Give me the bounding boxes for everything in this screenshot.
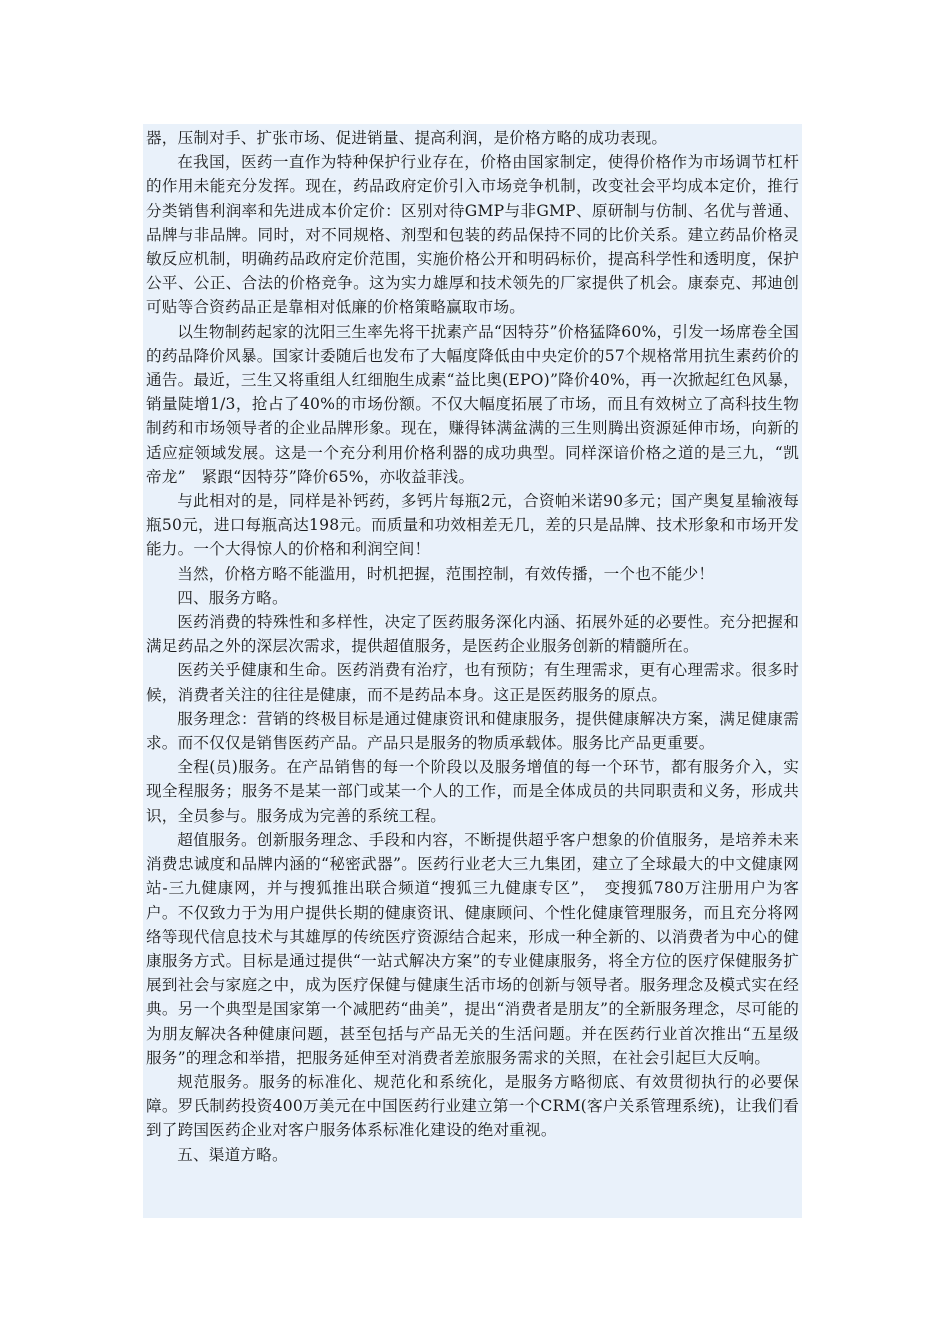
paragraph-11: 超值服务。创新服务理念、手段和内容，不断提供超乎客户想象的价值服务，是培养未来消费忠诚度和品牌内涵的“秘密武器”。医药行业老大三九集团，建立了全球最大的中文健康网站-三九健康网，并与搜狐推出联合频道“搜狐三九健康专区”， 变搜狐780万注册用户为客户。不仅致力于为用户提供长期的健康资讯、健康顾问、个性化健康管理服务，而且充分将网络等现代信息技术与其雄厚的传统医疗资源结合起来，形成一种全新的、以消费者为中心的健康服务方式。目标是通过提供“一站式解决方案”的专业健康服务，将全方位的医疗保健服务扩展到社会与家庭之中，成为医疗保健与健康生活市场的创新与领导者。服务理念及模式实在经典。另一个典型是国家第一个减肥药“曲美”，提出“消费者是朋友”的全新服务理念，尽可能的为朋友解决各种健康问题，甚至包括与产品无关的生活问题。并在医药行业首次推出“五星级服务”的理念和举措，把服务延伸至对消费者差旅服务需求的关照，在社会引起巨大反响。 [146,830,799,1067]
section-heading-channel: 五、渠道方略。 [177,1145,288,1164]
paragraph-3: 以生物制药起家的沈阳三生率先将干扰素产品“因特芬”价格猛降60%，引发一场席卷全国的药品降价风暴。国家计委随后也发布了大幅度降低由中央定价的57个规格常用抗生素药价的通告。最近，三生又将重组人红细胞生成素“益比奥(EPO)”降价40%，再一次掀起红色风暴，销量陡增1/3，抢占了40%的市场份额。不仅大幅度拓展了市场，而且有效树立了高科技生物制药和市场领导者的企业品牌形象。现在，赚得钵满盆满的三生则腾出资源延伸市场，向新的适应症领域发展。这是一个充分利用价格利器的成功典型。同样深谙价格之道的是三九，“凯帝龙” 紧跟“因特芬”降价65%，亦收益菲浅。 [146,322,799,486]
document-text-block [143,124,802,1218]
paragraph-4: 与此相对的是，同样是补钙药，多钙片每瓶2元，合资帕米诺90多元；国产奥复星输液每瓶50元，进口每瓶高达198元。而质量和功效相差无几，差的只是品牌、技术形象和市场开发能力。一个大得惊人的价格和利润空间！ [146,492,799,559]
paragraph-8: 医药关乎健康和生命。医药消费有治疗，也有预防；有生理需求，更有心理需求。很多时候，消费者关注的往往是健康，而不是药品本身。这正是医药服务的原点。 [146,661,799,704]
paragraph-7: 医药消费的特殊性和多样性，决定了医药服务深化内涵、拓展外延的必要性。充分把握和满足药品之外的深层次需求，提供超值服务，是医药企业服务创新的精髓所在。 [146,613,799,656]
paragraph-5: 当然，价格方略不能滥用，时机把握，范围控制，有效传播，一个也不能少！ [177,564,715,583]
paragraph-10: 全程(员)服务。在产品销售的每一个阶段以及服务增值的每一个环节，都有服务介入，实现全程服务；服务不是某一部门或某一个人的工作，而是全体成员的共同职责和义务，形成共识，全员参与。服务成为完善的系统工程。 [146,758,799,825]
paragraph-1: 器，压制对手、扩张市场、促进销量、提高利润，是价格方略的成功表现。 [146,129,668,147]
paragraph-9: 服务理念：营销的终极目标是通过健康资讯和健康服务，提供健康解决方案，满足健康需求。而不仅仅是销售医药产品。产品只是服务的物质承载体。服务比产品更重要。 [146,709,799,753]
paragraph-12: 规范服务。服务的标准化、规范化和系统化，是服务方略彻底、有效贯彻执行的必要保障。罗氏制药投资400万美元在中国医药行业建立第一个CRM(客户关系管理系统)，让我们看到了跨国医药企业对客户服务体系标准化建设的绝对重视。 [146,1072,799,1140]
paragraph-2: 在我国，医药一直作为特种保护行业存在，价格由国家制定，使得价格作为市场调节杠杆的作用未能充分发挥。现在，药品政府定价引入市场竞争机制，改变社会平均成本定价，推行分类销售利润率和先进成本价定价：区别对待GMP与非GMP、原研制与仿制、名优与普通、品牌与非品牌。同时，对不同规格、剂型和包装的药品保持不同的比价关系。建立药品价格灵敏反应机制，明确药品政府定价范围，实施价格公开和明码标价，提高科学性和透明度，保护公平、公正、合法的价格竞争。这为实力雄厚和技术领先的厂家提供了机会。康泰克、邦迪创可贴等合资药品正是靠相对低廉的价格策略赢取市场。 [146,153,799,317]
section-heading-service: 四、服务方略。 [177,588,288,607]
